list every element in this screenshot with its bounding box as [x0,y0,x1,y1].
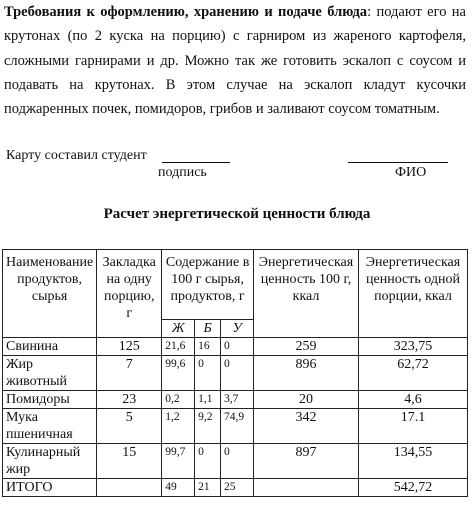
row-energy-100: 897 [254,444,359,479]
paragraph-line-2: крутонах (по 2 куска на порцию) с гарниром из жареного картофеля, [4,28,466,45]
header-protein: Б [195,320,221,338]
paragraph-line-4: подавать на крутонах. В этом случае на эскалоп кладут кусочки [4,76,466,93]
row-name: Мука пшеничная [3,409,97,444]
row-energy-portion: 134,55 [359,444,468,479]
paragraph-line-5: поджаренных почек, помидоров, грибов и заливают соусом томатным. [4,101,440,118]
row-energy-100: 896 [254,356,359,391]
row-fat: 1,2 [162,409,195,444]
table-row [3,409,468,444]
row-name: Свинина [3,338,97,356]
table-row [3,444,468,479]
header-energy-portion: Энергетическая ценность одной порции, ккал [359,250,468,338]
row-fat: 0,2 [162,391,195,409]
row-fat: 99,7 [162,444,195,479]
row-fat: 99,6 [162,356,195,391]
row-amount: 15 [97,444,162,479]
row-carb: 0 [221,444,254,479]
energy-table [2,249,468,497]
paragraph-line-1-rest: : подают его на [367,4,466,20]
header-row [3,250,468,320]
total-protein: 21 [195,479,221,497]
row-protein: 0 [195,444,221,479]
row-name: Кулинарный жир [3,444,97,479]
signature-label: подпись [158,165,207,180]
row-carb: 0 [221,338,254,356]
total-energy-100 [254,479,359,497]
row-name: Помидоры [3,391,97,409]
row-energy-100: 342 [254,409,359,444]
row-carb: 0 [221,356,254,391]
row-energy-100: 20 [254,391,359,409]
header-content: Содержание в 100 г сырья, продуктов, г [162,250,254,320]
row-energy-portion: 17.1 [359,409,468,444]
row-name: Жир животный [3,356,97,391]
row-amount: 125 [97,338,162,356]
total-row [3,479,468,497]
table-row [3,356,468,391]
header-name: Наименование продуктов, сырья [3,250,97,338]
row-energy-100: 259 [254,338,359,356]
table-row [3,391,468,409]
row-carb: 74,9 [221,409,254,444]
signature-text: Карту составил студент [6,148,147,163]
row-energy-portion: 323,75 [359,338,468,356]
row-protein: 9,2 [195,409,221,444]
header-amount: Закладка на одну порцию, г [97,250,162,338]
row-amount: 7 [97,356,162,391]
row-energy-portion: 62,72 [359,356,468,391]
table-title: Расчет энергетической ценности блюда [103,206,371,222]
row-carb: 3,7 [221,391,254,409]
total-label: ИТОГО [3,479,97,497]
name-label: ФИО [395,165,427,180]
row-protein: 1,1 [195,391,221,409]
row-amount: 23 [97,391,162,409]
total-carb: 25 [221,479,254,497]
row-energy-portion: 4,6 [359,391,468,409]
total-fat: 49 [162,479,195,497]
header-energy-100: Энергетическая ценность 100 г, ккал [254,250,359,338]
signature-line [162,162,230,163]
header-fat: Ж [162,320,195,338]
header-carb: У [221,320,254,338]
paragraph-line-1 [4,0,466,24]
requirements-heading: Требования к оформлению, хранению и подаче блюда [4,4,368,20]
row-amount: 5 [97,409,162,444]
paragraph-line-3: сложными гарнирами и др. Можно так же готовить эскалоп с соусом и [4,52,466,69]
row-protein: 16 [195,338,221,356]
row-fat: 21,6 [162,338,195,356]
requirements-paragraph [4,0,466,121]
table-row [3,338,468,356]
row-protein: 0 [195,356,221,391]
total-energy-portion: 542,72 [359,479,468,497]
total-amount [97,479,162,497]
name-line [348,162,448,163]
